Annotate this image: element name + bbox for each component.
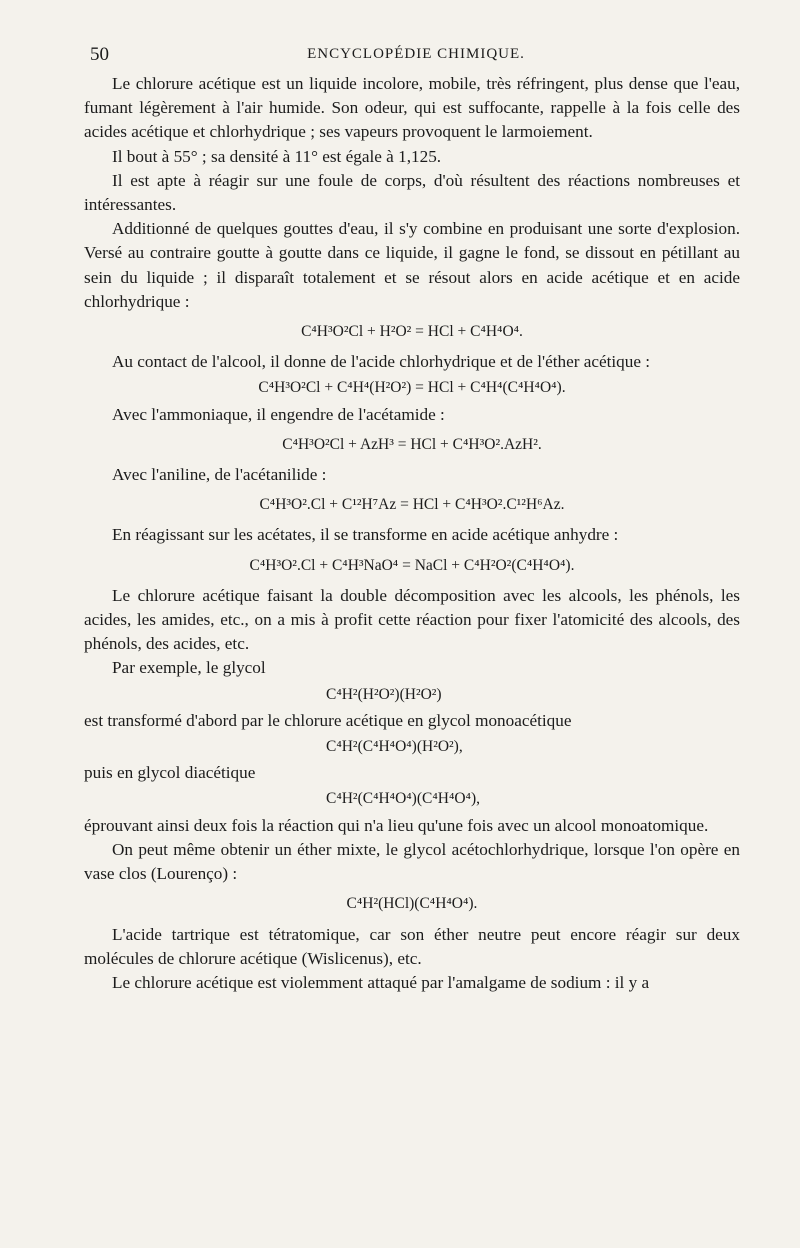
running-title: ENCYCLOPÉDIE CHIMIQUE. bbox=[307, 46, 525, 62]
paragraph: Avec l'aniline, de l'acétanilide : bbox=[112, 465, 327, 485]
page-number: 50 bbox=[90, 44, 109, 65]
chemical-formula: C⁴H³O².Cl + C⁴H³NaO⁴ = NaCl + C⁴H²O²(C⁴H⁴O⁴). bbox=[249, 556, 575, 574]
paragraph: En réagissant sur les acétates, il se transforme en acide acétique anhydre : bbox=[112, 525, 619, 545]
chemical-formula: C⁴H²(C⁴H⁴O⁴)(C⁴H⁴O⁴), bbox=[326, 790, 480, 808]
paragraph: puis en glycol diacétique bbox=[84, 763, 256, 783]
page-body bbox=[84, 72, 740, 995]
paragraph: Le chlorure acétique est violemment attaqué par l'amalgame de sodium : il y a bbox=[112, 972, 650, 992]
chemical-formula: C⁴H²(C⁴H⁴O⁴)(H²O²), bbox=[326, 738, 463, 756]
paragraph: Il est apte à réagir sur une foule de corps, d'où résultent des réactions nombreuses et intéressantes. bbox=[84, 170, 740, 215]
paragraph: éprouvant ainsi deux fois la réaction qui n'a lieu qu'une fois avec un alcool monoatomique. bbox=[84, 815, 709, 835]
chemical-formula: C⁴H³O²Cl + AzH³ = HCl + C⁴H³O².AzH². bbox=[282, 435, 542, 453]
paragraph: Avec l'ammoniaque, il engendre de l'acétamide : bbox=[112, 404, 445, 424]
paragraph: Par exemple, le glycol bbox=[112, 658, 266, 678]
chemical-formula: C⁴H³O²Cl + C⁴H⁴(H²O²) = HCl + C⁴H⁴(C⁴H⁴O⁴). bbox=[258, 379, 566, 397]
paragraph: L'acide tartrique est tétratomique, car son éther neutre peut encore réagir sur deux molécules de chlorure acétique (Wislicenus), etc. bbox=[84, 924, 740, 968]
paragraph: On peut même obtenir un éther mixte, le glycol acétochlorhydrique, lorsque l'on opère en vase clos (Lourenço) : bbox=[84, 839, 740, 884]
paragraph: Au contact de l'alcool, il donne de l'acide chlorhydrique et de l'éther acétique : bbox=[112, 352, 651, 372]
paragraph: Le chlorure acétique est un liquide incolore, mobile, très réfringent, plus dense que l'eau, fumant légèrement à l'air humide. Son odeur, qui est suffocante, rappelle à la fois celle des acides acétique et chlorhydrique ; ses vapeurs provoquent le larmoiement. bbox=[84, 74, 740, 142]
chemical-formula: C⁴H³O².Cl + C¹²H⁷Az = HCl + C⁴H³O².C¹²H⁶Az. bbox=[259, 496, 565, 514]
paragraph: Additionné de quelques gouttes d'eau, il s'y combine en produisant une sorte d'explosion. Versé au contraire goutte à goutte dans ce liquide, il gagne le fond, se dissout en pétillant au sein du liquide ; il disparaît totalement et se résout alors en acide acétique et en acide chlorhydrique : bbox=[84, 219, 740, 311]
paragraph: Le chlorure acétique faisant la double décomposition avec les alcools, les phénols, les acides, les amides, etc., on a mis à profit cette réaction pour fixer l'atomicité des alcools, des phénols, des acides, etc. bbox=[84, 585, 740, 654]
paragraph: Il bout à 55° ; sa densité à 11° est égale à 1,125. bbox=[112, 146, 442, 166]
paragraph: est transformé d'abord par le chlorure acétique en glycol monoacétique bbox=[84, 710, 572, 730]
chemical-formula: C⁴H²(H²O²)(H²O²) bbox=[326, 685, 442, 703]
chemical-formula: C⁴H³O²Cl + H²O² = HCl + C⁴H⁴O⁴. bbox=[301, 323, 523, 341]
page-header bbox=[90, 44, 742, 68]
chemical-formula: C⁴H²(HCl)(C⁴H⁴O⁴). bbox=[346, 895, 478, 913]
